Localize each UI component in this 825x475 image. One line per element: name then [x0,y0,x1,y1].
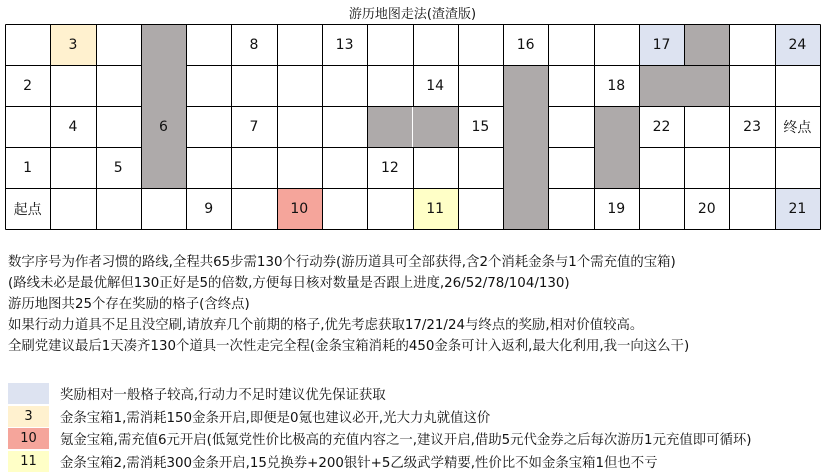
grid-cell-label: 21 [788,200,807,217]
grid-cell-label: 8 [249,36,259,53]
note-line: 游历地图共25个存在奖励的格子(含终点) [8,297,250,312]
grid-cell-label: 13 [335,36,354,53]
note-line: 如果行动力道具不足且没空刷,请放弃几个前期的格子,优先考虑获取17/21/24与终点的奖励,相对价值较高。 [8,318,644,333]
legend-swatch-red: 10 [8,428,49,449]
page-title: 游历地图走法(渣渣版) [348,7,477,22]
grid-cell-label: 14 [426,77,445,94]
legend-description: 奖励相对一般格子较高,行动力不足时建议优先保证获取 [60,388,386,403]
legend-row [8,383,820,404]
note-line: 数字序号为作者习惯的路线,全程共65步需130个行动券(游历道具可全部获得,含2个消耗金条与1个需充值的宝箱) [8,255,676,270]
legend-swatch-blue [8,383,49,404]
legend-row [8,406,820,427]
grid-cell-label: 17 [652,36,671,53]
grid-cell-label: 1 [23,159,33,176]
grid-cell-label: 19 [607,200,626,217]
legend-swatch-orange: 3 [8,406,49,427]
grid-cell-label: 18 [607,77,626,94]
note-line: 全刷党建议最后1天凑齐130个道具一次性走完全程(金条宝箱消耗的450金条可计入返利,最大化利用,我一向这么干) [8,339,690,354]
route-grid [5,24,820,229]
grid-cell-label: 16 [516,36,535,53]
legend-description: 金条宝箱2,需消耗300金条开启,15兑换券+200银针+5乙级武学精要,性价比不如金条宝箱1但也不亏 [60,455,658,471]
grid-cell-label: 9 [204,200,214,217]
grid-cell-label: 终点 [783,119,812,136]
legend-description: 氪金宝箱,需充值6元开启(低氪党性价比极高的充值内容之一,建议开启,借助5元代金券之后每次游历1元充值即可循环) [60,433,752,449]
grid-cell-label: 起点 [13,201,42,218]
grid-cell-label: 23 [743,118,761,135]
legend-description: 金条宝箱1,需消耗150金条开启,即便是0氪也建议必开,光大力丸就值这价 [60,410,491,426]
grid-cell-label: 7 [249,118,259,135]
grid-cell-label: 5 [113,159,123,176]
grid-cell-label: 4 [68,118,78,135]
note-line: (路线未必是最优解但130正好是5的倍数,方便每日核对数量是否跟上进度,26/52/78/104/130) [8,276,570,291]
grid-cell-label: 22 [652,118,671,135]
grid-cell-label: 15 [471,118,490,135]
grid-cell-label: 6 [159,118,168,135]
legend-row [8,428,820,449]
grid-cell-label: 11 [426,200,445,217]
grid-cell-label: 2 [23,77,33,94]
legend [8,383,820,473]
legend-row [8,451,820,472]
grid-cell-label: 20 [697,200,716,217]
legend-swatch-yellow: 11 [8,451,49,472]
grid-cell-label: 3 [68,36,78,53]
grid-cell-label: 10 [290,200,309,217]
grid-cell-label: 24 [788,36,807,53]
notes [8,252,820,357]
grid-cell-label: 12 [380,159,399,176]
